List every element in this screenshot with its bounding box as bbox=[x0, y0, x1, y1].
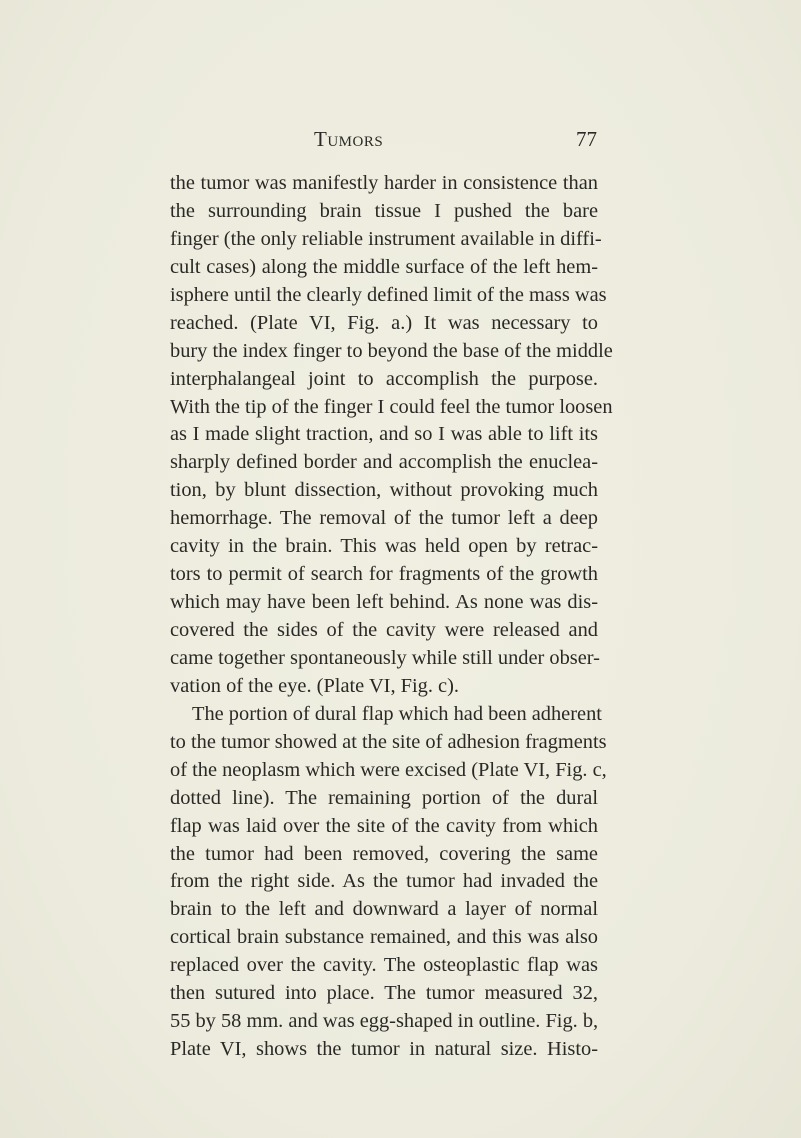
text-line: Plate VI, shows the tumor in natural size. Histo- bbox=[170, 1038, 598, 1061]
text-line: replaced over the cavity. The osteoplastic flap was bbox=[170, 954, 598, 977]
running-head bbox=[170, 127, 597, 153]
text-line: interphalangeal joint to accomplish the purpose. bbox=[170, 367, 598, 390]
text-line: tors to permit of search for fragments of the growth bbox=[170, 563, 598, 586]
text-line: vation of the eye. (Plate VI, Fig. c). bbox=[170, 674, 459, 697]
text-line: the tumor was manifestly harder in consistence than bbox=[170, 172, 598, 194]
text-line: flap was laid over the site of the cavity from which bbox=[170, 814, 598, 837]
text-line: covered the sides of the cavity were released and bbox=[170, 619, 598, 641]
text-line: With the tip of the finger I could feel the tumor loosen bbox=[170, 395, 613, 418]
page-number: 77 bbox=[576, 127, 597, 151]
text-line: from the right side. As the tumor had invaded the bbox=[170, 870, 598, 893]
text-line: the tumor had been removed, covering the same bbox=[170, 842, 598, 865]
text-line: came together spontaneously while still under obser- bbox=[170, 646, 600, 669]
text-line: cortical brain substance remained, and this was also bbox=[170, 926, 598, 949]
text-line: tion, by blunt dissection, without provoking much bbox=[170, 479, 598, 502]
text-line: dotted line). The remaining portion of the dural bbox=[170, 786, 598, 809]
text-line: reached. (Plate VI, Fig. a.) It was necessary to bbox=[170, 311, 598, 334]
text-line: 55 by 58 mm. and was egg-shaped in outline. Fig. b, bbox=[170, 1010, 599, 1033]
text-line: which may have been left behind. As none was dis- bbox=[170, 591, 598, 614]
text-line: then sutured into place. The tumor measured 32, bbox=[170, 982, 598, 1005]
running-title: Tumors bbox=[314, 127, 384, 151]
text-line: bury the index finger to beyond the base of the middle bbox=[170, 339, 613, 362]
text-line: the surrounding brain tissue I pushed the bare bbox=[170, 199, 598, 222]
text-line: cult cases) along the middle surface of the left hem- bbox=[170, 255, 598, 278]
body-text bbox=[170, 170, 613, 1064]
text-line: brain to the left and downward a layer of normal bbox=[170, 898, 598, 921]
text-line: isphere until the clearly defined limit of the mass was bbox=[170, 283, 607, 306]
text-line: finger (the only reliable instrument available in diffi- bbox=[170, 227, 602, 250]
text-line: cavity in the brain. This was held open by retrac- bbox=[170, 535, 598, 558]
text-line: to the tumor showed at the site of adhesion fragments bbox=[170, 730, 607, 753]
text-line: sharply defined border and accomplish the enuclea- bbox=[170, 451, 598, 474]
text-line: of the neoplasm which were excised (Plate VI, Fig. c, bbox=[170, 758, 607, 781]
text-line: The portion of dural flap which had been adherent bbox=[192, 702, 602, 725]
text-line: hemorrhage. The removal of the tumor left a deep bbox=[170, 507, 598, 530]
text-line: as I made slight traction, and so I was able to lift its bbox=[170, 423, 598, 446]
